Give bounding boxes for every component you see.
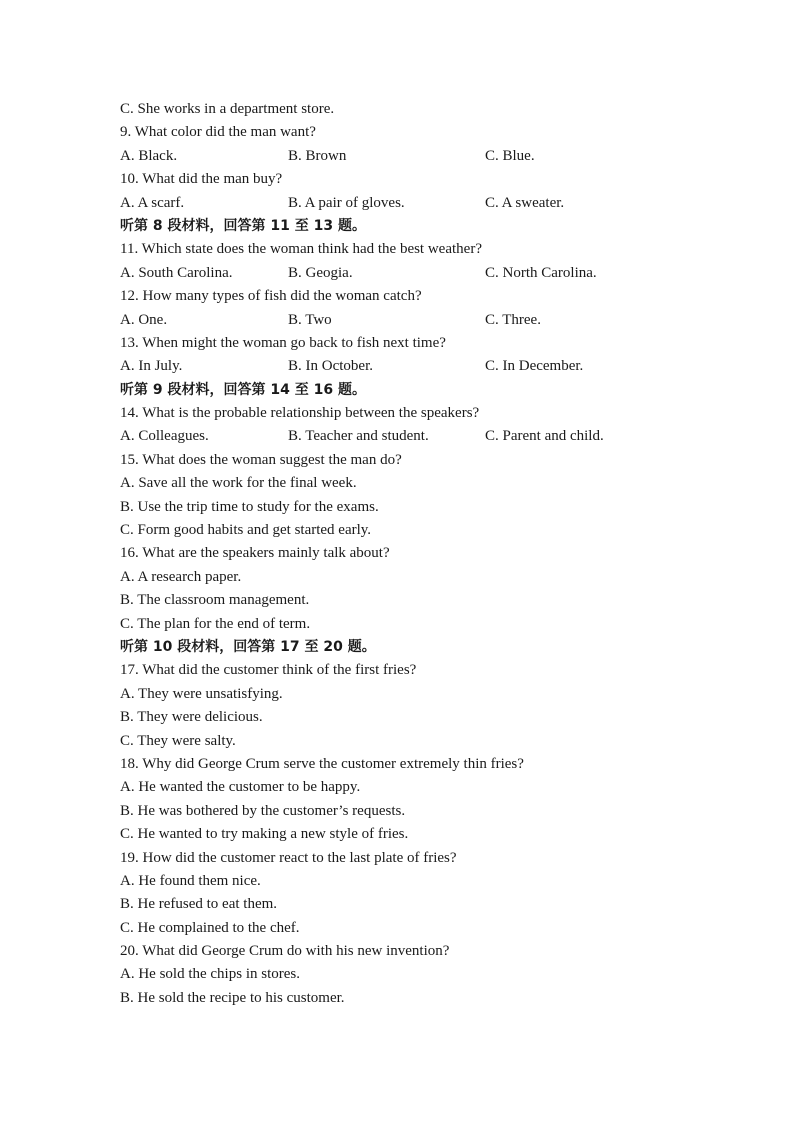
text-line	[120, 683, 740, 706]
option-b: B. Teacher and student.	[288, 428, 429, 445]
text-line	[120, 706, 740, 729]
line-text: C. They were salty.	[120, 732, 236, 749]
text-line	[120, 613, 740, 636]
option-a: A. A scarf.	[120, 194, 185, 211]
option-b: B. In October.	[288, 358, 373, 375]
text-line	[120, 449, 740, 472]
text-line	[120, 917, 740, 940]
line-text: 20. What did George Crum do with his new invention?	[120, 943, 450, 960]
option-b: B. Brown	[288, 147, 347, 164]
text-line	[120, 566, 740, 589]
option-a: A. In July.	[120, 358, 183, 375]
text-line	[120, 963, 740, 986]
answer-options-row	[120, 355, 740, 378]
section-header	[120, 636, 740, 659]
line-text: A. They were unsatisfying.	[120, 685, 283, 702]
line-text: B. He was bothered by the customer’s requests.	[120, 802, 406, 819]
text-line	[120, 940, 740, 963]
line-text: A. He sold the chips in stores.	[120, 966, 300, 983]
option-c: C. A sweater.	[485, 194, 565, 211]
line-text: 14. What is the probable relationship between the speakers?	[120, 405, 480, 422]
section-header-text: 听第 10 段材料，回答第 17 至 20 题。	[120, 638, 376, 655]
option-c: C. North Carolina.	[485, 264, 597, 281]
text-line	[120, 121, 740, 144]
line-text: B. He sold the recipe to his customer.	[120, 989, 345, 1006]
answer-options-row	[120, 192, 740, 215]
line-text: 17. What did the customer think of the first fries?	[120, 662, 417, 679]
text-line	[120, 987, 740, 1010]
line-text: 13. When might the woman go back to fish next time?	[120, 334, 446, 351]
text-line	[120, 402, 740, 425]
option-c: C. In December.	[485, 358, 584, 375]
option-b: B. Geogia.	[288, 264, 353, 281]
line-text: A. He found them nice.	[120, 872, 261, 889]
option-b: B. A pair of gloves.	[288, 194, 405, 211]
line-text: 18. Why did George Crum serve the customer extremely thin fries?	[120, 755, 524, 772]
line-text: A. A research paper.	[120, 568, 242, 585]
line-text: A. Save all the work for the final week.	[120, 475, 357, 492]
line-text: A. He wanted the customer to be happy.	[120, 779, 361, 796]
option-a: A. One.	[120, 311, 168, 328]
line-text: 9. What color did the man want?	[120, 124, 316, 141]
text-line	[120, 589, 740, 612]
section-header	[120, 379, 740, 402]
text-line	[120, 285, 740, 308]
line-text: C. He complained to the chef.	[120, 919, 300, 936]
text-line	[120, 870, 740, 893]
section-header	[120, 215, 740, 238]
document-body	[120, 98, 740, 1010]
text-line	[120, 659, 740, 682]
line-text: 10. What did the man buy?	[120, 171, 283, 188]
text-line	[120, 730, 740, 753]
text-line	[120, 168, 740, 191]
option-c: C. Parent and child.	[485, 428, 604, 445]
text-line	[120, 332, 740, 355]
line-text: 19. How did the customer react to the last plate of fries?	[120, 849, 457, 866]
text-line	[120, 496, 740, 519]
line-text: 16. What are the speakers mainly talk about?	[120, 545, 390, 562]
text-line	[120, 542, 740, 565]
option-c: C. Blue.	[485, 147, 535, 164]
line-text: B. Use the trip time to study for the exams.	[120, 498, 379, 515]
text-line	[120, 893, 740, 916]
option-a: A. South Carolina.	[120, 264, 233, 281]
option-a: A. Colleagues.	[120, 428, 209, 445]
line-text: B. He refused to eat them.	[120, 896, 278, 913]
line-text: 11. Which state does the woman think had the best weather?	[120, 241, 482, 258]
section-header-text: 听第 9 段材料，回答第 14 至 16 题。	[120, 381, 366, 398]
answer-options-row	[120, 262, 740, 285]
text-line	[120, 519, 740, 542]
line-text: B. The classroom management.	[120, 592, 310, 609]
line-text: C. The plan for the end of term.	[120, 615, 311, 632]
line-text: C. She works in a department store.	[120, 101, 335, 117]
text-line	[120, 238, 740, 261]
text-line	[120, 800, 740, 823]
section-header-text: 听第 8 段材料，回答第 11 至 13 题。	[120, 217, 366, 234]
option-a: A. Black.	[120, 147, 178, 164]
text-line	[120, 472, 740, 495]
text-line	[120, 823, 740, 846]
line-text: 15. What does the woman suggest the man do?	[120, 451, 402, 468]
text-line	[120, 847, 740, 870]
line-text: C. He wanted to try making a new style of fries.	[120, 826, 409, 843]
answer-options-row	[120, 309, 740, 332]
text-line	[120, 753, 740, 776]
option-b: B. Two	[288, 311, 332, 328]
option-c: C. Three.	[485, 311, 541, 328]
answer-options-row	[120, 145, 740, 168]
line-text: C. Form good habits and get started early.	[120, 522, 372, 539]
text-line	[120, 98, 740, 121]
text-line	[120, 776, 740, 799]
answer-options-row	[120, 425, 740, 448]
line-text: 12. How many types of fish did the woman catch?	[120, 288, 422, 305]
line-text: B. They were delicious.	[120, 709, 263, 726]
